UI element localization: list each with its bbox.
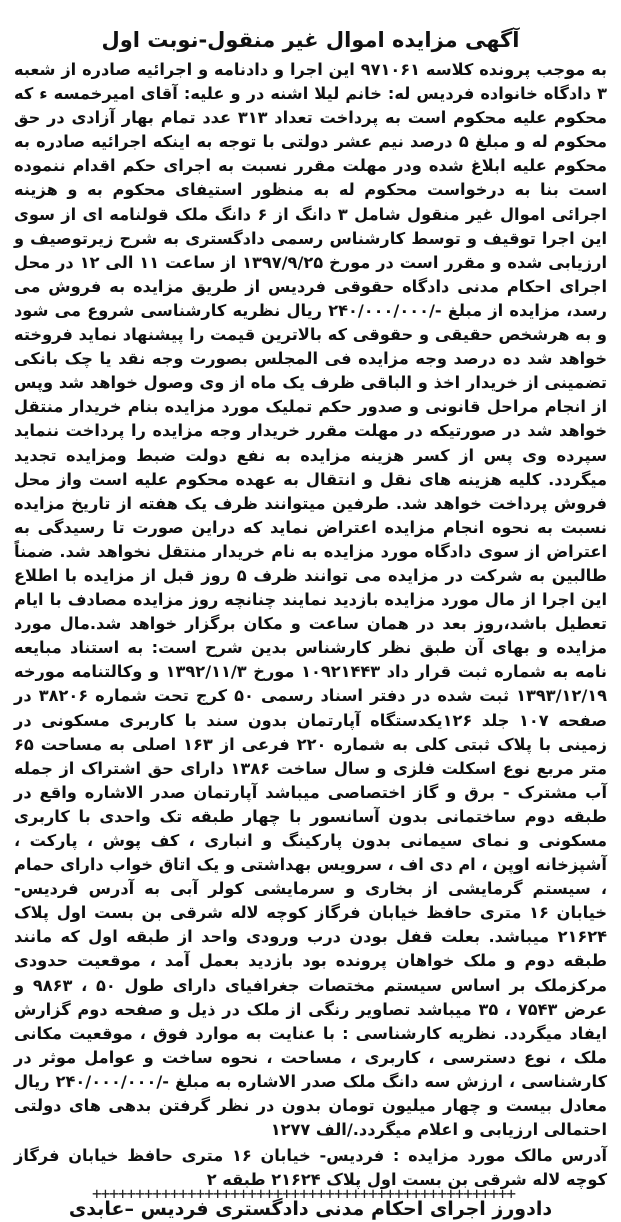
signature-line: دادورز اجرای احکام مدنی دادگستری فردیس –عابدی xyxy=(68,1198,553,1221)
notice-body: به موجب پرونده کلاسه ۹۷۱۰۶۱ این اجرا و دادنامه و اجرائیه صادره از شعبه ۳ دادگاه خانواده فردیس له: خانم لیلا اشنه در و علیه: آقای امیرخمسه ء که محکوم علیه محکوم است به پرداخت تعداد ۳۱۳ عدد تمام بهار آزادی در حق محکوم له و مبلغ ۵ درصد نیم عشر دولتی با توجه به اینکه اجرائیه صادره به محکوم علیه ابلاغ شده ودر مهلت مقرر نسبت به اجرای حکم اقدام ننموده است بنا به درخواست محکوم له به منظور استیفای محکوم به و هزینه اجرائی اموال غیر منقول شامل ۳ دانگ از ۶ دانگ ملک قولنامه ای از سوی این اجرا توقیف و توسط کارشناس رسمی دادگستری به شرح زیرتوصیف و ارزیابی شده و مقرر است در مورخ ۱۳۹۷/۹/۲۵ از ساعت ۱۱ الی ۱۲ در محل اجرای احکام مدنی دادگاه حقوقی فردیس از طریق مزایده به فروش می رسد، مزایده از مبلغ -/۲۴۰/۰۰۰/۰۰۰ ریال نظریه کارشناسی شروع می شود و به هرشخص حقیقی و حقوقی که بالاترین قیمت را پیشنهاد نماید فروخته خواهد شد ده درصد وجه مزایده فی المجلس بصورت وجه نقد یا چک بانکی تضمینی از خریدار اخذ و الباقی ظرف یک ماه از وی وصول خواهد شد وپس از انجام مراحل قانونی و صدور حکم تملیک مورد مزایده بنام خریدار منتقل خواهد شد در صورتیکه در مهلت مقرر خریدار وجه مزایده را پرداخت ننماید سپرده وی پس از کسر هزینه مزایده به نفع دولت ضبط ومزایده تجدید میگردد. کلیه هزینه های نقل و انتقال به عهده محکوم علیه است واز محل فروش پرداخت خواهد شد. طرفین میتوانند ظرف یک هفته از تاریخ مزایده نسبت به نحوه انجام مزایده اعتراض نماید که دراین صورت تا رسیدگی به اعتراض از سوی دادگاه مورد مزایده به نام خریدار منتقل نخواهد شد. ضمناً طالبین به شرکت در مزایده می توانند ظرف ۵ روز قبل از مزایده با اطلاع این اجرا از مال مورد مزایده بازدید نمایند چنانچه روز مزایده مصادف با ایام تعطیل باشد،روز بعد در همان ساعت و مکان برگزار خواهد شد.مال مورد مزایده و بهای آن طبق نظر کارشناس بدین شرح است: به استناد مبایعه نامه به شماره ثبت قرار داد ۱۰۹۲۱۴۴۳ مورخ ۱۳۹۲/۱۱/۳ و وکالتنامه مورخه ۱۳۹۳/۱۲/۱۹ ثبت شده در دفتر اسناد رسمی ۵۰ کرج تحت شماره ۳۸۲۰۶ در صفحه ۱۰۷ جلد ۱۲۶یکدستگاه آپارتمان بدون سند با کاربری مسکونی در زمینی با پلاک ثبتی کلی به شماره ۲۲۰ فرعی از ۱۶۳ اصلی به مساحت ۶۵ متر مربع نوع اسکلت فلزی و سال ساخت ۱۳۸۶ دارای حق اشتراک از جمله آب مشترک - برق و گاز اختصاصی میباشد آپارتمان صدر الاشاره واقع در طبقه دوم ساختمانی بدون آسانسور با چهار طبقه تک واحدی با کاربری مسکونی و نمای سیمانی بدون پارکینگ و انباری ، کف پوش ، پارکت ، آشپزخانه اوپن ، ام دی اف ، سرویس بهداشتی و یک اتاق خواب دارای حمام ، سیستم گرمایشی از بخاری و سرمایشی کولر آبی به آدرس فردیس- خیابان ۱۶ متری حافظ خیابان فرگاز کوچه لاله شرقی بن بست اول پلاک ۲۱۶۲۴ میباشد. بعلت قفل بودن درب ورودی واحد از طبقه اول که مانند طبقه دوم و ملک خواهان پرونده بود بازدید بعمل آمد ، موقعیت حدودی مرکزملک بر اساس سیستم مختصات جغرافیای دارای طول ۵۰ ، ۹۸۶۳ و عرض ۷۵۴۳ ، ۳۵ میباشد تصاویر رنگی از ملک در ذیل و صفحه دوم گزارش ایفاد میگردد. نظریه کارشناسی : با عنایت به موارد فوق ، موقعیت مکانی ملک ، نوع دسترسی ، کاربری ، مساحت ، نحوه ساخت و عوامل موثر در کارشناسی ، ارزش سه دانگ ملک صدر الاشاره به مبلغ -/۲۴۰/۰۰۰/۰۰۰ ریال معادل بیست و چهار میلیون تومان بدون در نظر گرفتن بدهی های دولتی احتمالی ارزیابی و اعلام میگردد./الف ۱۲۷۷ xyxy=(14,60,608,1140)
notice-title: آگهی مزایده اموال غیر منقول-نوبت اول xyxy=(101,28,520,52)
decorative-border: +++++++++++++++++++++++++++++++++++++++++++++++++ xyxy=(92,1186,516,1202)
property-address: آدرس مالک مورد مزایده : فردیس- خیابان ۱۶ متری حافظ خیابان فرگاز کوچه لاله شرقی بن بست اول پلاک ۲۱۶۲۴ طبقه ۲ xyxy=(14,1146,607,1190)
